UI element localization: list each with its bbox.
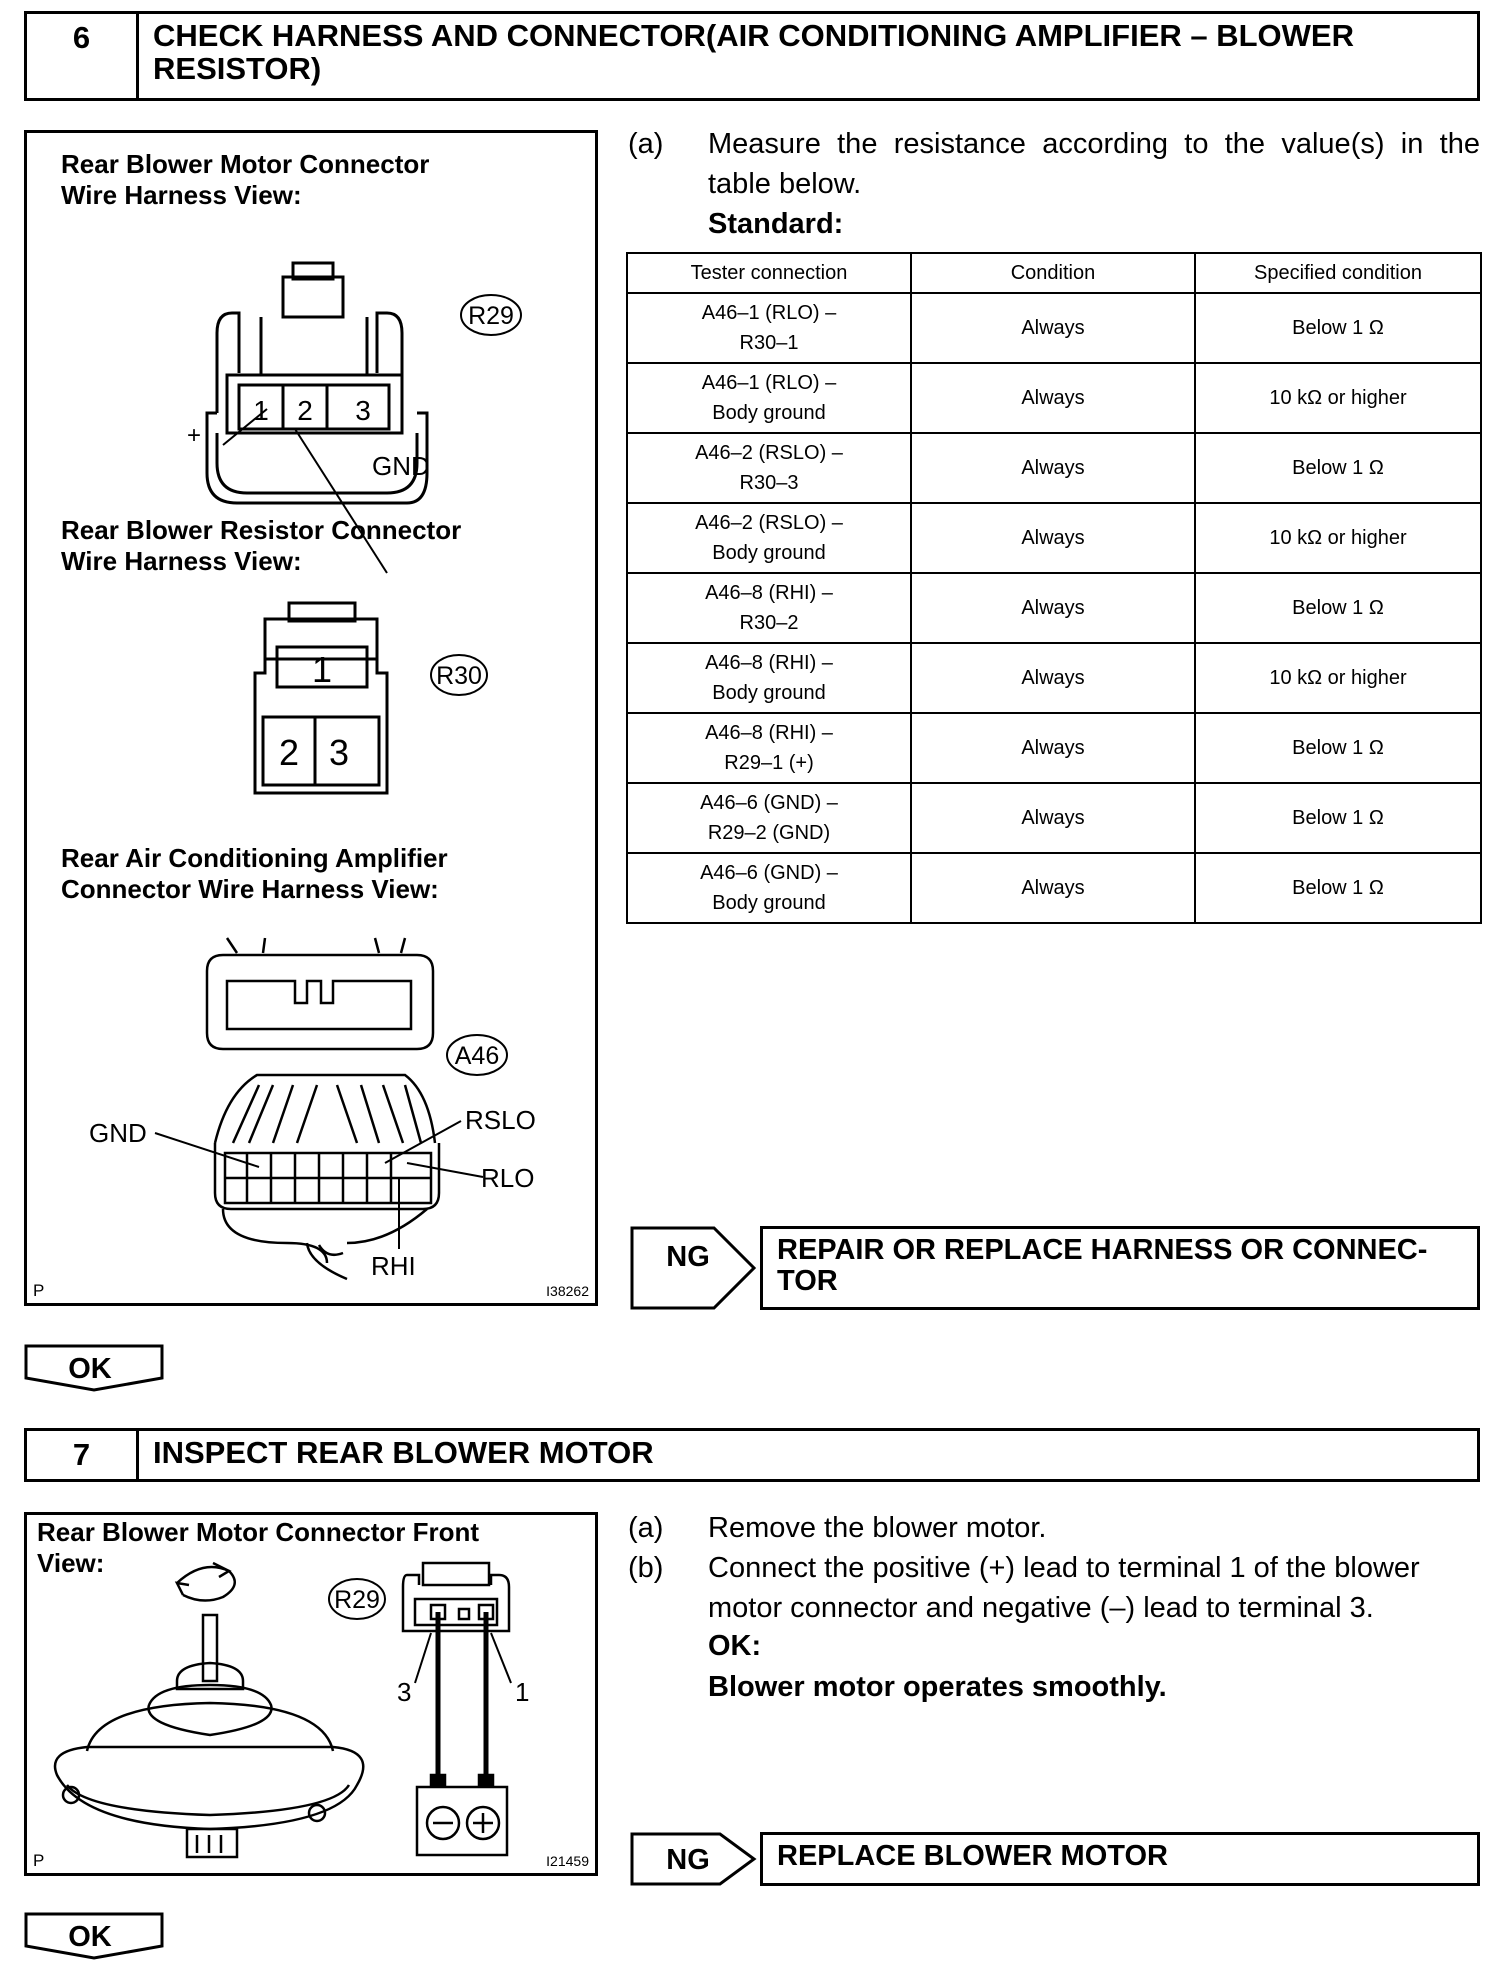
figure-id: I38262 [546,1283,589,1299]
table-row [627,433,1481,503]
figure-corner-p: P [33,1851,45,1870]
tester-connection-line-1: A46–8 (RHI) – [705,722,833,744]
r29-connector-code: R29 [468,302,514,330]
specified-condition-cell: Below 1 Ω [1195,293,1481,363]
pin-3-label: 3 [397,1677,412,1707]
blower-motor-diagram [27,1515,595,1873]
table-row [627,503,1481,573]
tester-connection-cell [627,363,911,433]
table-row [627,573,1481,643]
specified-condition-cell: 10 kΩ or higher [1195,503,1481,573]
tester-connection-cell [627,853,911,923]
condition-cell: Always [911,363,1195,433]
figure-label-front-view: Rear Blower Motor Connector Front View: [37,1517,480,1578]
tester-connection-line-2: R30–1 [739,332,799,354]
ng-result-box: REPAIR OR REPLACE HARNESS OR CONNEC- TOR [760,1226,1480,1310]
instruction-b-label: (b) [628,1552,664,1584]
r30-pin-3: 3 [328,732,350,773]
tester-connection-line-1: A46–6 (GND) – [700,862,838,884]
tester-connection-cell [627,643,911,713]
instruction-text: Measure the resistance according to the value(s) in the table below. [708,128,1480,200]
instruction-a [628,1508,1480,1548]
tester-connection-line-2: R29–1 (+) [724,752,814,774]
condition-cell: Always [911,783,1195,853]
r29-connector-diagram [27,133,595,1303]
tester-connection-line-2: R30–3 [739,472,799,494]
step-number: 6 [27,14,139,98]
a46-connector-code: A46 [454,1042,500,1070]
blower-motor-figure [24,1512,598,1876]
table-header-row [627,253,1481,293]
r29-pin-2: 2 [297,395,313,426]
r30-pin-2: 2 [278,732,300,773]
resistance-spec-table [626,252,1482,924]
tester-connection-line-1: A46–2 (RSLO) – [695,442,843,464]
figure-label-motor: Rear Blower Motor Connector Wire Harness View: [61,149,430,210]
tester-connection-line-1: A46–1 (RLO) – [701,372,837,394]
ng-arrow-box [630,1832,760,1886]
figure-id: I21459 [546,1853,589,1869]
specified-condition-cell: Below 1 Ω [1195,853,1481,923]
specified-condition-cell: Below 1 Ω [1195,713,1481,783]
tester-connection-line-2: R29–2 (GND) [707,822,831,844]
r29-connector-code: R29 [334,1586,380,1614]
ok-arrow-box [24,1912,164,1960]
figure-label-resistor: Rear Blower Resistor Connector Wire Harness View: [61,515,462,576]
instruction-a [628,124,1480,204]
tester-connection-cell [627,713,911,783]
ng-arrow-box [630,1226,760,1310]
a46-connector-shape [155,938,507,1279]
tester-connection-line-2: R30–2 [739,612,799,634]
tester-connection-line-1: A46–1 (RLO) – [701,302,837,324]
tester-connection-cell [627,503,911,573]
specified-condition-cell: 10 kΩ or higher [1195,643,1481,713]
ok-heading: OK: [708,1630,762,1662]
condition-cell: Always [911,713,1195,783]
a46-rslo-label: RSLO [465,1105,536,1135]
header-tester-connection: Tester connection [627,253,911,293]
r30-pin-1: 1 [311,649,333,690]
table-row [627,643,1481,713]
r30-connector-code: R30 [436,662,482,690]
tester-connection-line-1: A46–6 (GND) – [700,792,838,814]
ng-label: NG [666,1844,710,1876]
ok-label: OK [68,1353,112,1385]
ng-label: NG [666,1241,710,1273]
tester-connection-cell [627,433,911,503]
step-number: 7 [27,1431,139,1479]
a46-gnd-label: GND [89,1118,147,1148]
a46-rlo-label: RLO [481,1163,535,1193]
table-row [627,713,1481,783]
tester-connection-line-2: Body ground [712,402,826,424]
tester-connection-line-1: A46–8 (RHI) – [705,582,833,604]
pin-1-label: 1 [515,1677,530,1707]
step-6-header [24,11,1480,101]
figure-label-amplifier: Rear Air Conditioning Amplifier Connector Wire Harness View: [61,843,448,904]
specified-condition-cell: Below 1 Ω [1195,573,1481,643]
r29-pin-3: 3 [355,395,371,426]
table-row [627,783,1481,853]
specified-condition-cell: 10 kΩ or higher [1195,363,1481,433]
tester-connection-line-1: A46–8 (RHI) – [705,652,833,674]
condition-cell: Always [911,643,1195,713]
table-row [627,293,1481,363]
r29-gnd-label: GND [372,451,430,481]
specified-condition-cell: Below 1 Ω [1195,433,1481,503]
instruction-b-text: Connect the positive (+) lead to terminal 1 of the blower motor connector and negative (–) lead to terminal 3. [708,1552,1420,1624]
instruction-b [628,1548,1480,1628]
tester-connection-cell [627,783,911,853]
ok-arrow-box [24,1344,164,1392]
tester-connection-line-2: Body ground [712,542,826,564]
condition-cell: Always [911,433,1195,503]
instruction-a-text: Remove the blower motor. [708,1512,1047,1544]
condition-cell: Always [911,573,1195,643]
specified-condition-cell: Below 1 Ω [1195,783,1481,853]
instruction-a-label: (a) [628,1512,664,1544]
ok-condition-text: Blower motor operates smoothly. [708,1671,1167,1703]
header-specified-condition: Specified condition [1195,253,1481,293]
connector-figure [24,130,598,1306]
header-condition: Condition [911,253,1195,293]
tester-connection-line-2: Body ground [712,892,826,914]
r29-pin-1: 1 [253,395,269,426]
tester-connection-line-2: Body ground [712,682,826,704]
condition-cell: Always [911,853,1195,923]
r29-plus-label: + [187,422,202,449]
table-row [627,363,1481,433]
step-7-header [24,1428,1480,1482]
figure-corner-p: P [33,1281,45,1300]
step-title: INSPECT REAR BLOWER MOTOR [153,1435,654,1470]
condition-cell: Always [911,293,1195,363]
step-title: CHECK HARNESS AND CONNECTOR(AIR CONDITIONING AMPLIFIER – BLOWER RESISTOR) [153,18,1354,86]
tester-connection-cell [627,573,911,643]
standard-label: Standard: [708,208,844,240]
instruction-label: (a) [628,128,664,160]
tester-connection-line-1: A46–2 (RSLO) – [695,512,843,534]
condition-cell: Always [911,503,1195,573]
ng-result-box: REPLACE BLOWER MOTOR [760,1832,1480,1886]
ok-label: OK [68,1921,112,1953]
table-row [627,853,1481,923]
tester-connection-cell [627,293,911,363]
a46-rhi-label: RHI [371,1251,416,1281]
